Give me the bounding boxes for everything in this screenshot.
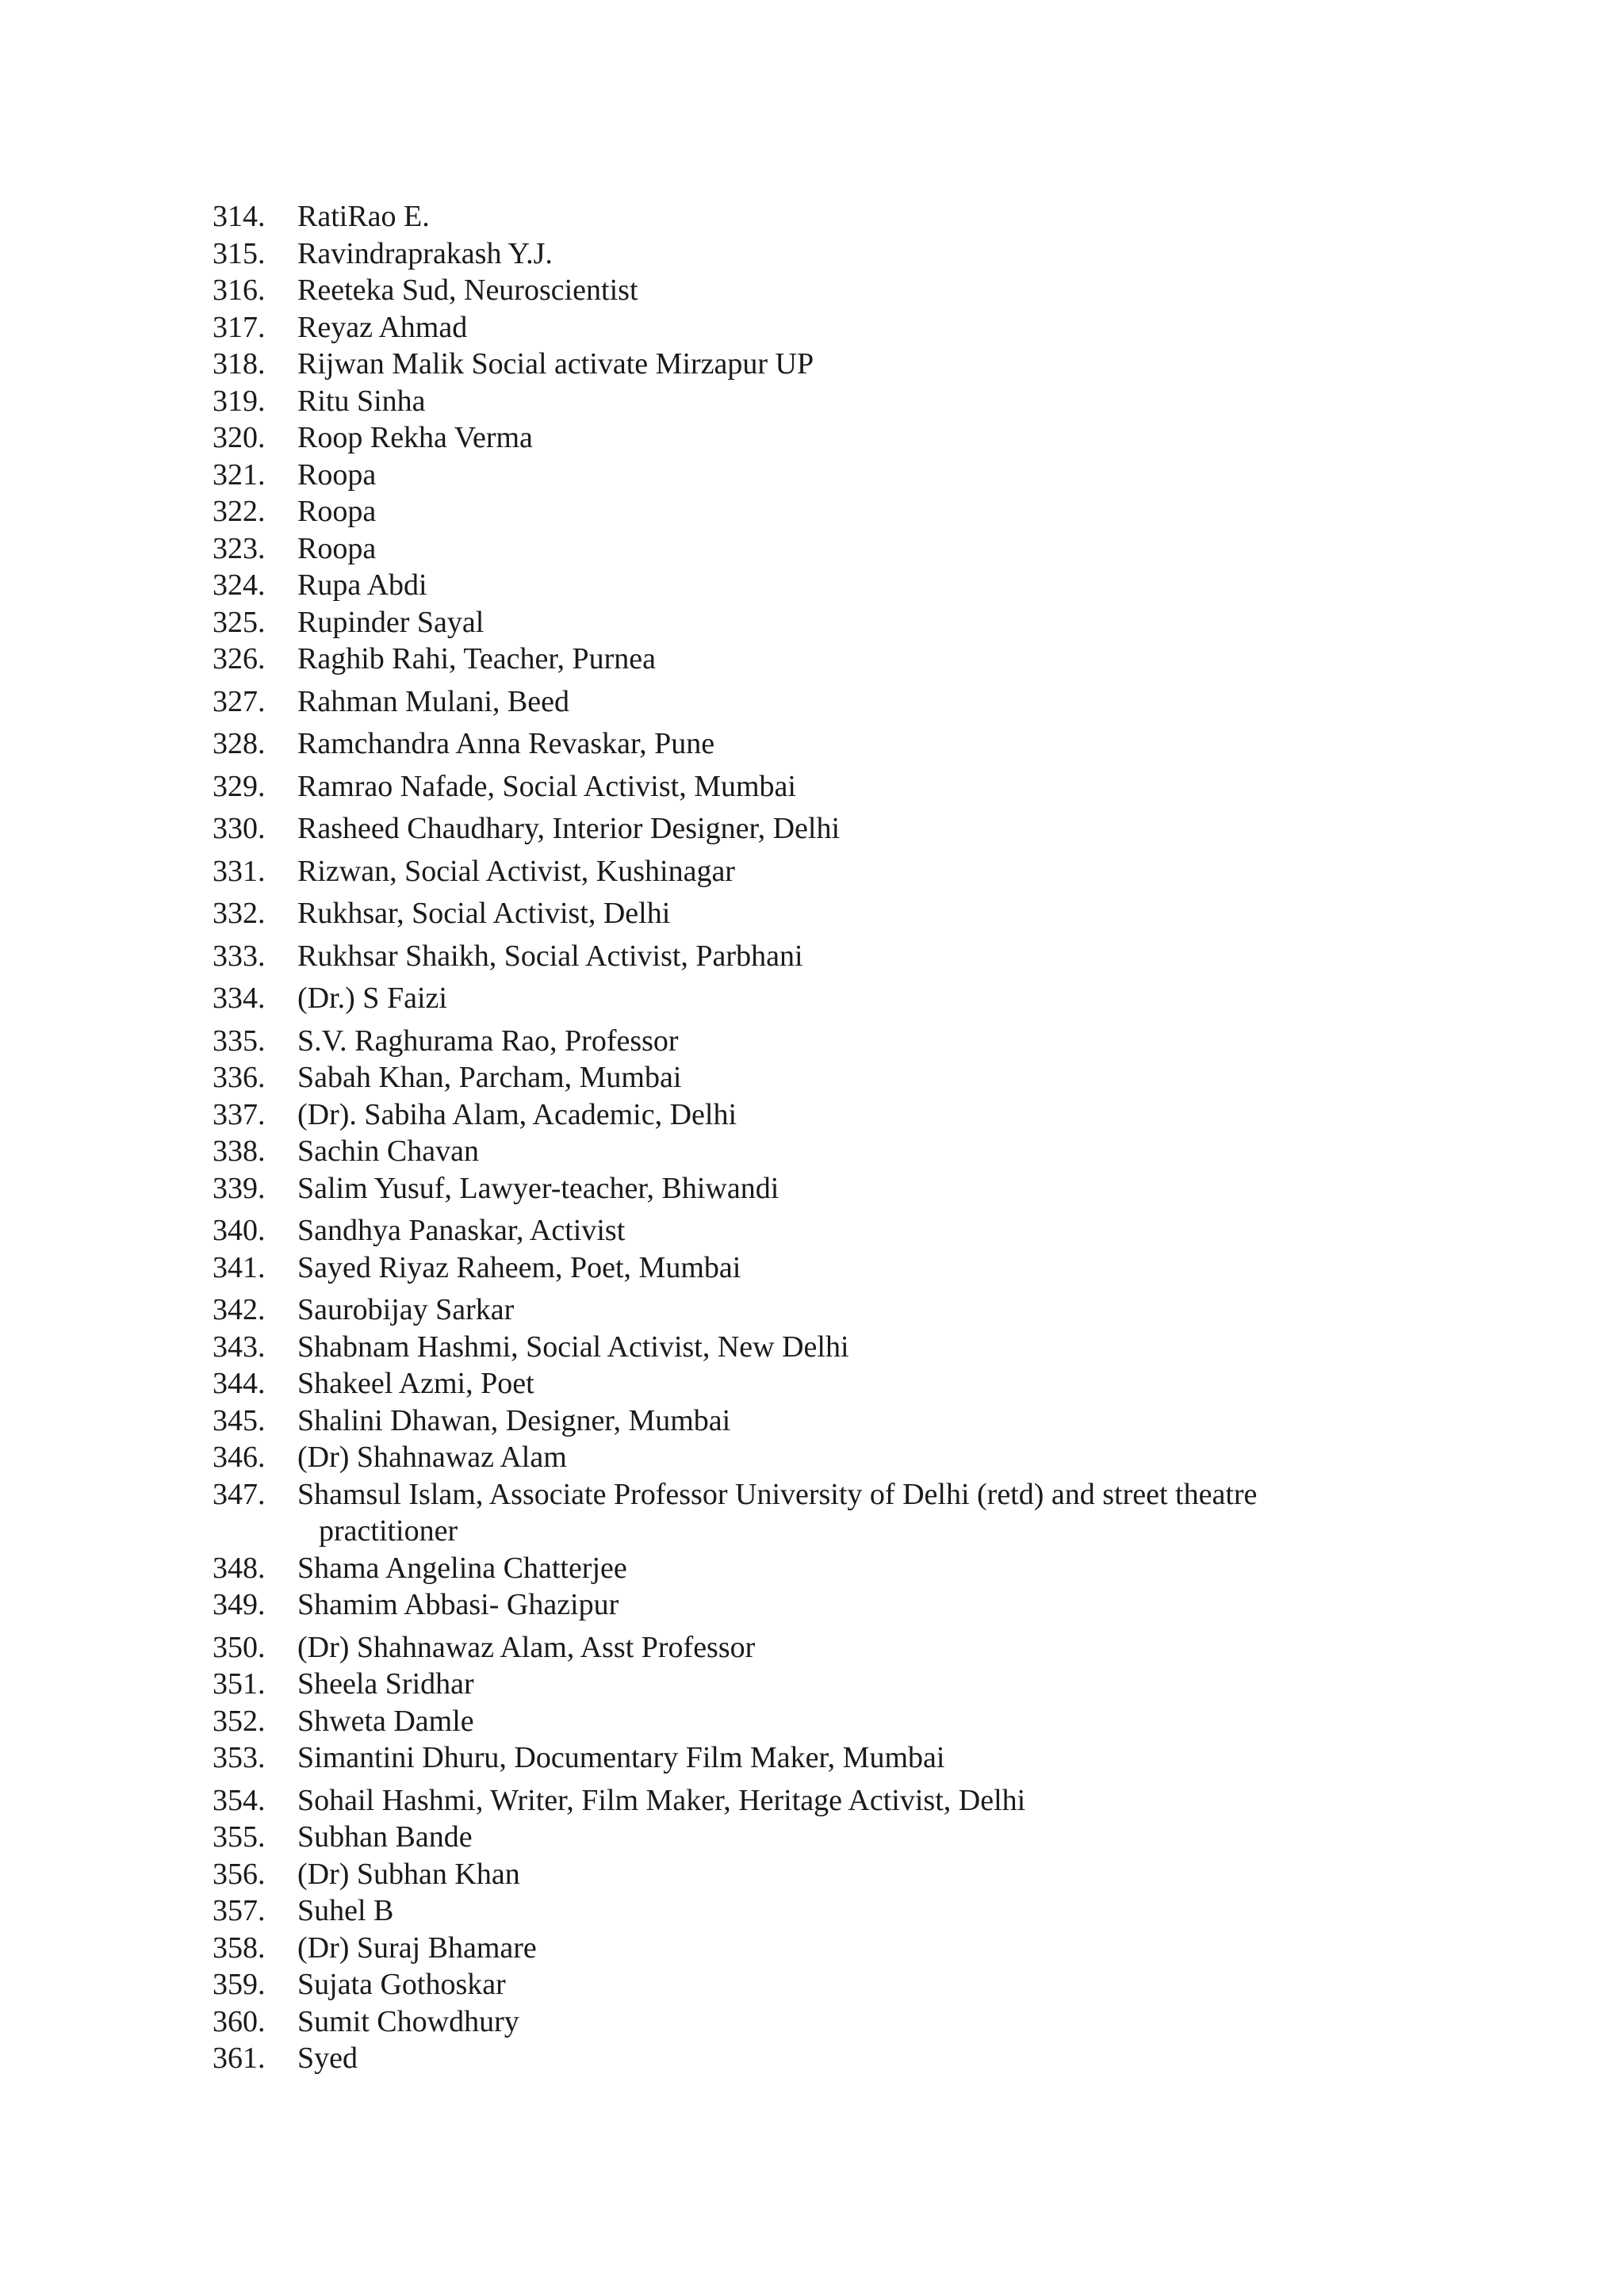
- item-text: Raghib Rahi, Teacher, Purnea: [297, 642, 657, 675]
- item-number: 332.: [213, 897, 266, 930]
- list-item: [213, 383, 1402, 420]
- item-text-continuation: practitioner: [319, 1514, 458, 1548]
- item-text: Ramrao Nafade, Social Activist, Mumbai: [297, 769, 796, 803]
- item-text: Rasheed Chaudhary, Interior Designer, Delhi: [297, 812, 841, 845]
- signatory-list: [213, 198, 1402, 2077]
- item-number: 341.: [213, 1250, 266, 1284]
- list-item: [213, 1402, 1402, 1440]
- item-text: Rizwan, Social Activist, Kushinagar: [297, 854, 735, 888]
- list-item: [213, 2040, 1402, 2077]
- list-item: [213, 1930, 1402, 1967]
- item-text: Sumit Chowdhury: [297, 2004, 519, 2038]
- item-text: Sujata Gothoskar: [297, 1968, 506, 2001]
- item-text: Salim Yusuf, Lawyer-teacher, Bhiwandi: [297, 1171, 779, 1205]
- item-text: (Dr). Sabiha Alam, Academic, Delhi: [297, 1097, 737, 1131]
- list-item: [213, 346, 1402, 383]
- item-text: Sabah Khan, Parcham, Mumbai: [297, 1061, 682, 1094]
- list-item: [213, 1782, 1402, 1820]
- list-item: [213, 2003, 1402, 2041]
- list-item: [213, 1966, 1402, 2003]
- list-item: [213, 530, 1402, 568]
- item-number: 327.: [213, 684, 266, 718]
- item-number: 360.: [213, 2004, 266, 2038]
- list-item: [213, 1439, 1402, 1476]
- list-item: [213, 768, 1402, 806]
- list-item: [213, 895, 1402, 932]
- list-item: [213, 1170, 1402, 1207]
- item-text: Ritu Sinha: [297, 384, 426, 418]
- item-number: 316.: [213, 274, 266, 307]
- item-number: 326.: [213, 642, 266, 675]
- list-item: [213, 1365, 1402, 1402]
- item-number: 339.: [213, 1171, 266, 1205]
- list-item: [213, 604, 1402, 641]
- list-item: [213, 1856, 1402, 1893]
- list-item: [213, 457, 1402, 494]
- item-text: Rahman Mulani, Beed: [297, 684, 569, 718]
- item-text: Shama Angelina Chatterjee: [297, 1551, 627, 1585]
- item-number: 329.: [213, 769, 266, 803]
- item-number: 358.: [213, 1931, 266, 1965]
- item-text: (Dr) Shahnawaz Alam, Asst Professor: [297, 1630, 756, 1664]
- list-item: [213, 1666, 1402, 1703]
- item-number: 328.: [213, 727, 266, 760]
- list-item: [213, 235, 1402, 273]
- list-item: [213, 1292, 1402, 1329]
- item-number: 348.: [213, 1551, 266, 1585]
- list-item: [213, 853, 1402, 890]
- item-number: 333.: [213, 939, 266, 973]
- item-number: 354.: [213, 1783, 266, 1817]
- list-item: [213, 1249, 1402, 1287]
- item-text: Subhan Bande: [297, 1820, 473, 1854]
- item-number: 314.: [213, 200, 266, 233]
- item-number: 343.: [213, 1330, 266, 1364]
- list-item: [213, 683, 1402, 721]
- item-text: S.V. Raghurama Rao, Professor: [297, 1024, 679, 1058]
- item-number: 349.: [213, 1588, 266, 1621]
- list-item: [213, 1703, 1402, 1740]
- item-number: 322.: [213, 495, 266, 528]
- item-number: 338.: [213, 1135, 266, 1168]
- item-number: 318.: [213, 347, 266, 381]
- item-number: 347.: [213, 1477, 266, 1511]
- item-text: Shabnam Hashmi, Social Activist, New Delhi: [297, 1330, 849, 1364]
- item-number: 351.: [213, 1667, 266, 1701]
- item-number: 340.: [213, 1214, 266, 1247]
- item-number: 352.: [213, 1704, 266, 1738]
- item-number: 357.: [213, 1894, 266, 1927]
- list-item: [213, 1096, 1402, 1134]
- item-number: 323.: [213, 531, 266, 565]
- list-item: [213, 1212, 1402, 1249]
- list-item: [213, 810, 1402, 848]
- item-text-line: Shamsul Islam, Associate Professor University of Delhi (retd) and street theatre: [297, 1477, 1258, 1511]
- list-item: [213, 1819, 1402, 1856]
- item-text: Saurobijay Sarkar: [297, 1293, 515, 1326]
- list-item: [213, 1550, 1402, 1587]
- item-text: Shalini Dhawan, Designer, Mumbai: [297, 1403, 731, 1437]
- list-item: [213, 309, 1402, 346]
- item-text: Ravindraprakash Y.J.: [297, 236, 553, 270]
- item-text: (Dr) Shahnawaz Alam: [297, 1441, 567, 1474]
- list-item: [213, 725, 1402, 763]
- item-number: 320.: [213, 421, 266, 454]
- item-text: Reyaz Ahmad: [297, 310, 468, 344]
- item-number: 342.: [213, 1293, 266, 1326]
- list-item: [213, 1476, 1402, 1550]
- item-text: Syed: [297, 2042, 358, 2075]
- item-text: Rijwan Malik Social activate Mirzapur UP: [297, 347, 814, 381]
- item-number: 361.: [213, 2042, 266, 2075]
- item-text: Shamim Abbasi- Ghazipur: [297, 1588, 619, 1621]
- item-text: (Dr) Suraj Bhamare: [297, 1931, 537, 1965]
- item-number: 331.: [213, 854, 266, 888]
- item-number: 315.: [213, 236, 266, 270]
- item-number: 345.: [213, 1403, 266, 1437]
- item-text: (Dr) Subhan Khan: [297, 1857, 520, 1891]
- item-text: [297, 1476, 1402, 1550]
- item-text: Roopa: [297, 495, 377, 528]
- item-text: Roopa: [297, 531, 377, 565]
- list-item: [213, 1586, 1402, 1624]
- item-text: Rupinder Sayal: [297, 605, 485, 639]
- item-text: Sheela Sridhar: [297, 1667, 474, 1701]
- item-number: 324.: [213, 568, 266, 602]
- item-text: Sayed Riyaz Raheem, Poet, Mumbai: [297, 1250, 741, 1284]
- item-text: Shakeel Azmi, Poet: [297, 1367, 534, 1400]
- item-text: RatiRao E.: [297, 200, 430, 233]
- item-text: Roopa: [297, 457, 377, 492]
- item-text: Shweta Damle: [297, 1704, 474, 1738]
- list-item: [213, 1059, 1402, 1096]
- item-text: Reeteka Sud, Neuroscientist: [297, 274, 638, 307]
- item-text: Sohail Hashmi, Writer, Film Maker, Heritage Activist, Delhi: [297, 1783, 1026, 1817]
- item-text: Sachin Chavan: [297, 1135, 480, 1168]
- list-item: [213, 1739, 1402, 1777]
- list-item: [213, 1133, 1402, 1170]
- item-text: Ramchandra Anna Revaskar, Pune: [297, 727, 715, 760]
- item-text: Rukhsar, Social Activist, Delhi: [297, 897, 671, 930]
- item-number: 356.: [213, 1857, 266, 1891]
- item-number: 337.: [213, 1097, 266, 1131]
- item-number: 330.: [213, 812, 266, 845]
- list-item: [213, 1023, 1402, 1060]
- item-number: 355.: [213, 1820, 266, 1854]
- list-item: [213, 980, 1402, 1017]
- item-number: 319.: [213, 384, 266, 418]
- item-number: 353.: [213, 1741, 266, 1774]
- item-text: Suhel B: [297, 1894, 394, 1927]
- list-item: [213, 198, 1402, 235]
- list-item: [213, 641, 1402, 678]
- item-number: 344.: [213, 1367, 266, 1400]
- item-text: Rukhsar Shaikh, Social Activist, Parbhani: [297, 939, 803, 973]
- list-item: [213, 419, 1402, 457]
- item-text: Sandhya Panaskar, Activist: [297, 1214, 626, 1247]
- item-number: 325.: [213, 605, 266, 639]
- item-number: 334.: [213, 982, 266, 1015]
- list-item: [213, 938, 1402, 975]
- item-number: 321.: [213, 457, 266, 492]
- list-item: [213, 1892, 1402, 1930]
- item-number: 350.: [213, 1630, 266, 1664]
- item-text: Roop Rekha Verma: [297, 421, 533, 454]
- list-item: [213, 272, 1402, 309]
- list-item: [213, 493, 1402, 530]
- item-number: 336.: [213, 1061, 266, 1094]
- list-item: [213, 1629, 1402, 1667]
- item-number: 346.: [213, 1441, 266, 1474]
- list-item: [213, 567, 1402, 604]
- item-text: (Dr.) S Faizi: [297, 982, 447, 1015]
- list-item: [213, 1329, 1402, 1366]
- item-text: Simantini Dhuru, Documentary Film Maker, Mumbai: [297, 1741, 945, 1774]
- item-number: 317.: [213, 310, 266, 344]
- item-number: 335.: [213, 1024, 266, 1058]
- item-text: Rupa Abdi: [297, 568, 427, 602]
- item-number: 359.: [213, 1968, 266, 2001]
